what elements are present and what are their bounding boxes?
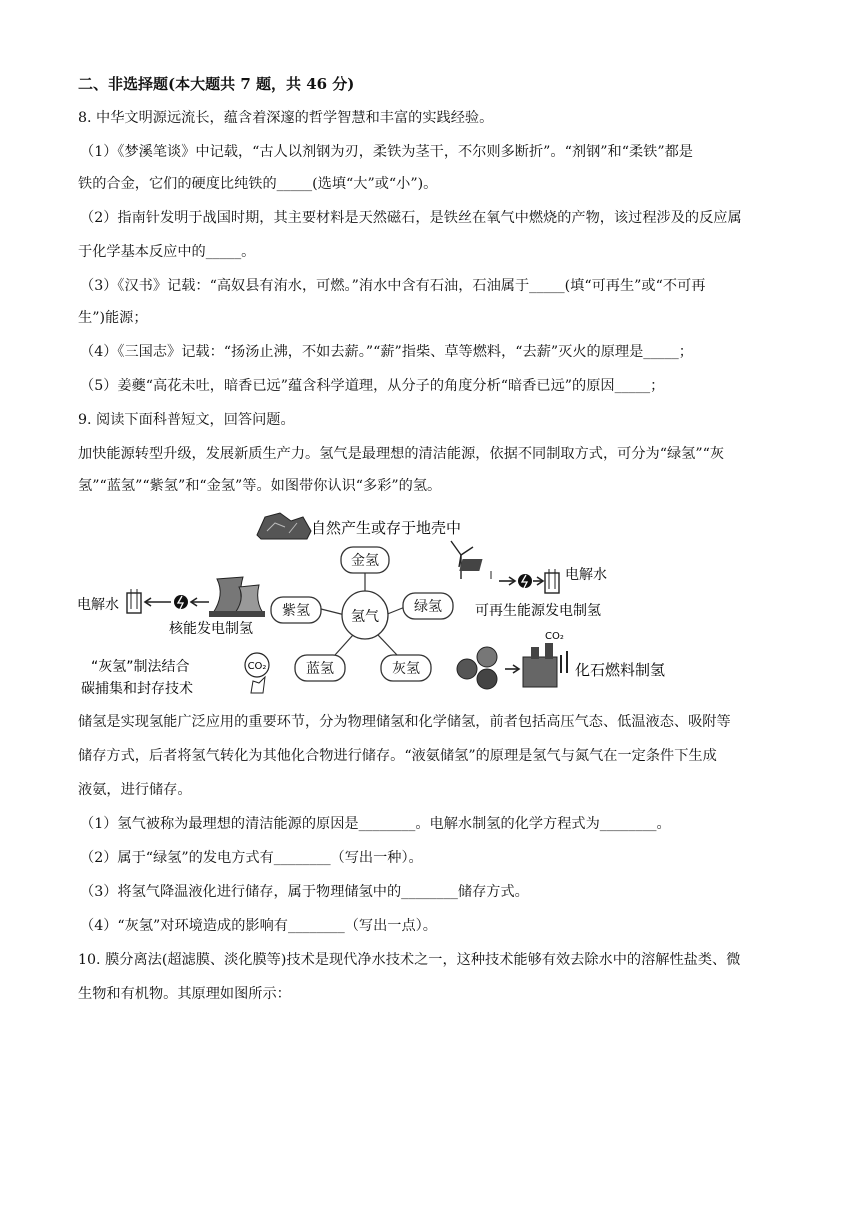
electrolysis-left-label: 电解水 bbox=[77, 597, 119, 613]
center-label: 氢气 bbox=[351, 609, 379, 625]
q9-sub2: （2）属于“绿氢”的发电方式有________（写出一种）。 bbox=[80, 850, 423, 866]
nuclear-label: 核能发电制氢 bbox=[169, 621, 253, 637]
electrolysis-cell-icon-right bbox=[545, 569, 559, 593]
q8-p2-line2: 于化学基本反应中的_____。 bbox=[78, 244, 256, 260]
q10-line2: 生物和有机物。其原理如图所示： bbox=[78, 986, 291, 1002]
q8-p3-line2: 生”)能源； bbox=[78, 310, 148, 326]
renewable-label: 可再生能源发电制氢 bbox=[475, 603, 601, 619]
section-title: 二、非选择题(本大题共 7 题，共 46 分) bbox=[78, 75, 355, 93]
gold-hydrogen-label: 金氢 bbox=[351, 553, 379, 569]
q8-p2-line1: （2）指南针发明于战国时期，其主要材料是天然磁石，是铁丝在氧气中燃烧的产物，该过程涉及的反应属 bbox=[80, 210, 742, 226]
grey-hydrogen-label: 灰氢 bbox=[392, 661, 420, 677]
lightning-icon bbox=[174, 595, 188, 609]
grey-ccs-line1: “灰氢”制法结合 bbox=[91, 659, 190, 675]
q9-sub4: （4）“灰氢”对环境造成的影响有________（写出一点）。 bbox=[80, 918, 437, 934]
q9-para2-line3: 液氨，进行储存。 bbox=[78, 782, 192, 798]
green-hydrogen-label: 绿氢 bbox=[414, 599, 442, 615]
lightning-icon-right bbox=[518, 574, 532, 588]
crust-label: 自然产生或存于地壳中 bbox=[311, 519, 462, 537]
q9-para1-line2: 氢”“蓝氢”“紫氢”和“金氢”等。如图带你认识“多彩”的氢。 bbox=[78, 478, 442, 494]
q9-para1-line1: 加快能源转型升级，发展新质生产力。氢气是最理想的清洁能源，依据不同制取方式，可分为“绿氢”“灰 bbox=[78, 446, 725, 462]
co2-right-label: CO₂ bbox=[545, 631, 564, 642]
q8-p5: （5）姜夔“高花未吐，暗香已远”蕴含科学道理，从分子的角度分析“暗香已远”的原因_____； bbox=[80, 378, 665, 394]
rock-icon bbox=[257, 513, 311, 539]
hydrogen-types-diagram bbox=[75, 505, 675, 705]
q8-p3-line1: （3）《汉书》记载：“高奴县有洧水，可燃。”洧水中含有石油，石油属于_____(填“可再生”或“不可再 bbox=[80, 278, 706, 294]
grey-ccs-line2: 碳捕集和封存技术 bbox=[81, 681, 193, 697]
purple-hydrogen-label: 紫氢 bbox=[282, 603, 310, 619]
q10-line1: 10. 膜分离法(超滤膜、淡化膜等)技术是现代净水技术之一，这种技术能够有效去除水中的溶解性盐类、微 bbox=[78, 952, 741, 968]
fossil-label: 化石燃料制氢 bbox=[575, 661, 666, 679]
electrolysis-cell-icon bbox=[127, 589, 141, 613]
blue-hydrogen-label: 蓝氢 bbox=[306, 661, 334, 677]
center-node bbox=[342, 591, 388, 639]
q8-stem: 8. 中华文明源远流长，蕴含着深邃的哲学智慧和丰富的实践经验。 bbox=[78, 110, 494, 126]
q9-sub1: （1）氢气被称为最理想的清洁能源的原因是________。电解水制氢的化学方程式为________。 bbox=[80, 816, 671, 832]
electrolysis-right-label: 电解水 bbox=[565, 567, 607, 583]
q8-p1-line1: （1）《梦溪笔谈》中记载，“古人以剂钢为刃，柔铁为茎干，不尔则多断折”。“剂钢”和“柔铁”都是 bbox=[80, 144, 693, 160]
q8-p1-line2: 铁的合金，它们的硬度比纯铁的_____(选填“大”或“小”)。 bbox=[78, 176, 438, 192]
co2-capture-icon bbox=[245, 653, 269, 693]
co2-left-label: CO₂ bbox=[247, 661, 267, 672]
q9-stem: 9. 阅读下面科普短文，回答问题。 bbox=[78, 412, 295, 428]
q9-para2-line2: 储存方式，后者将氢气转化为其他化合物进行储存。“液氨储氢”的原理是氢气与氮气在一定条件下生成 bbox=[78, 748, 717, 764]
wind-solar-icon bbox=[451, 541, 491, 579]
nuclear-plant-icon bbox=[209, 577, 265, 617]
q9-sub3: （3）将氢气降温液化进行储存，属于物理储氢中的________储存方式。 bbox=[80, 884, 529, 900]
q8-p4: （4）《三国志》记载：“扬汤止沸，不如去薪。”“薪”指柴、草等燃料，“去薪”灭火的原理是_____； bbox=[80, 344, 693, 360]
q9-para2-line1: 储氢是实现氢能广泛应用的重要环节，分为物理储氢和化学储氢，前者包括高压气态、低温液态、吸附等 bbox=[78, 714, 731, 730]
fossil-fuel-icon bbox=[457, 643, 567, 689]
